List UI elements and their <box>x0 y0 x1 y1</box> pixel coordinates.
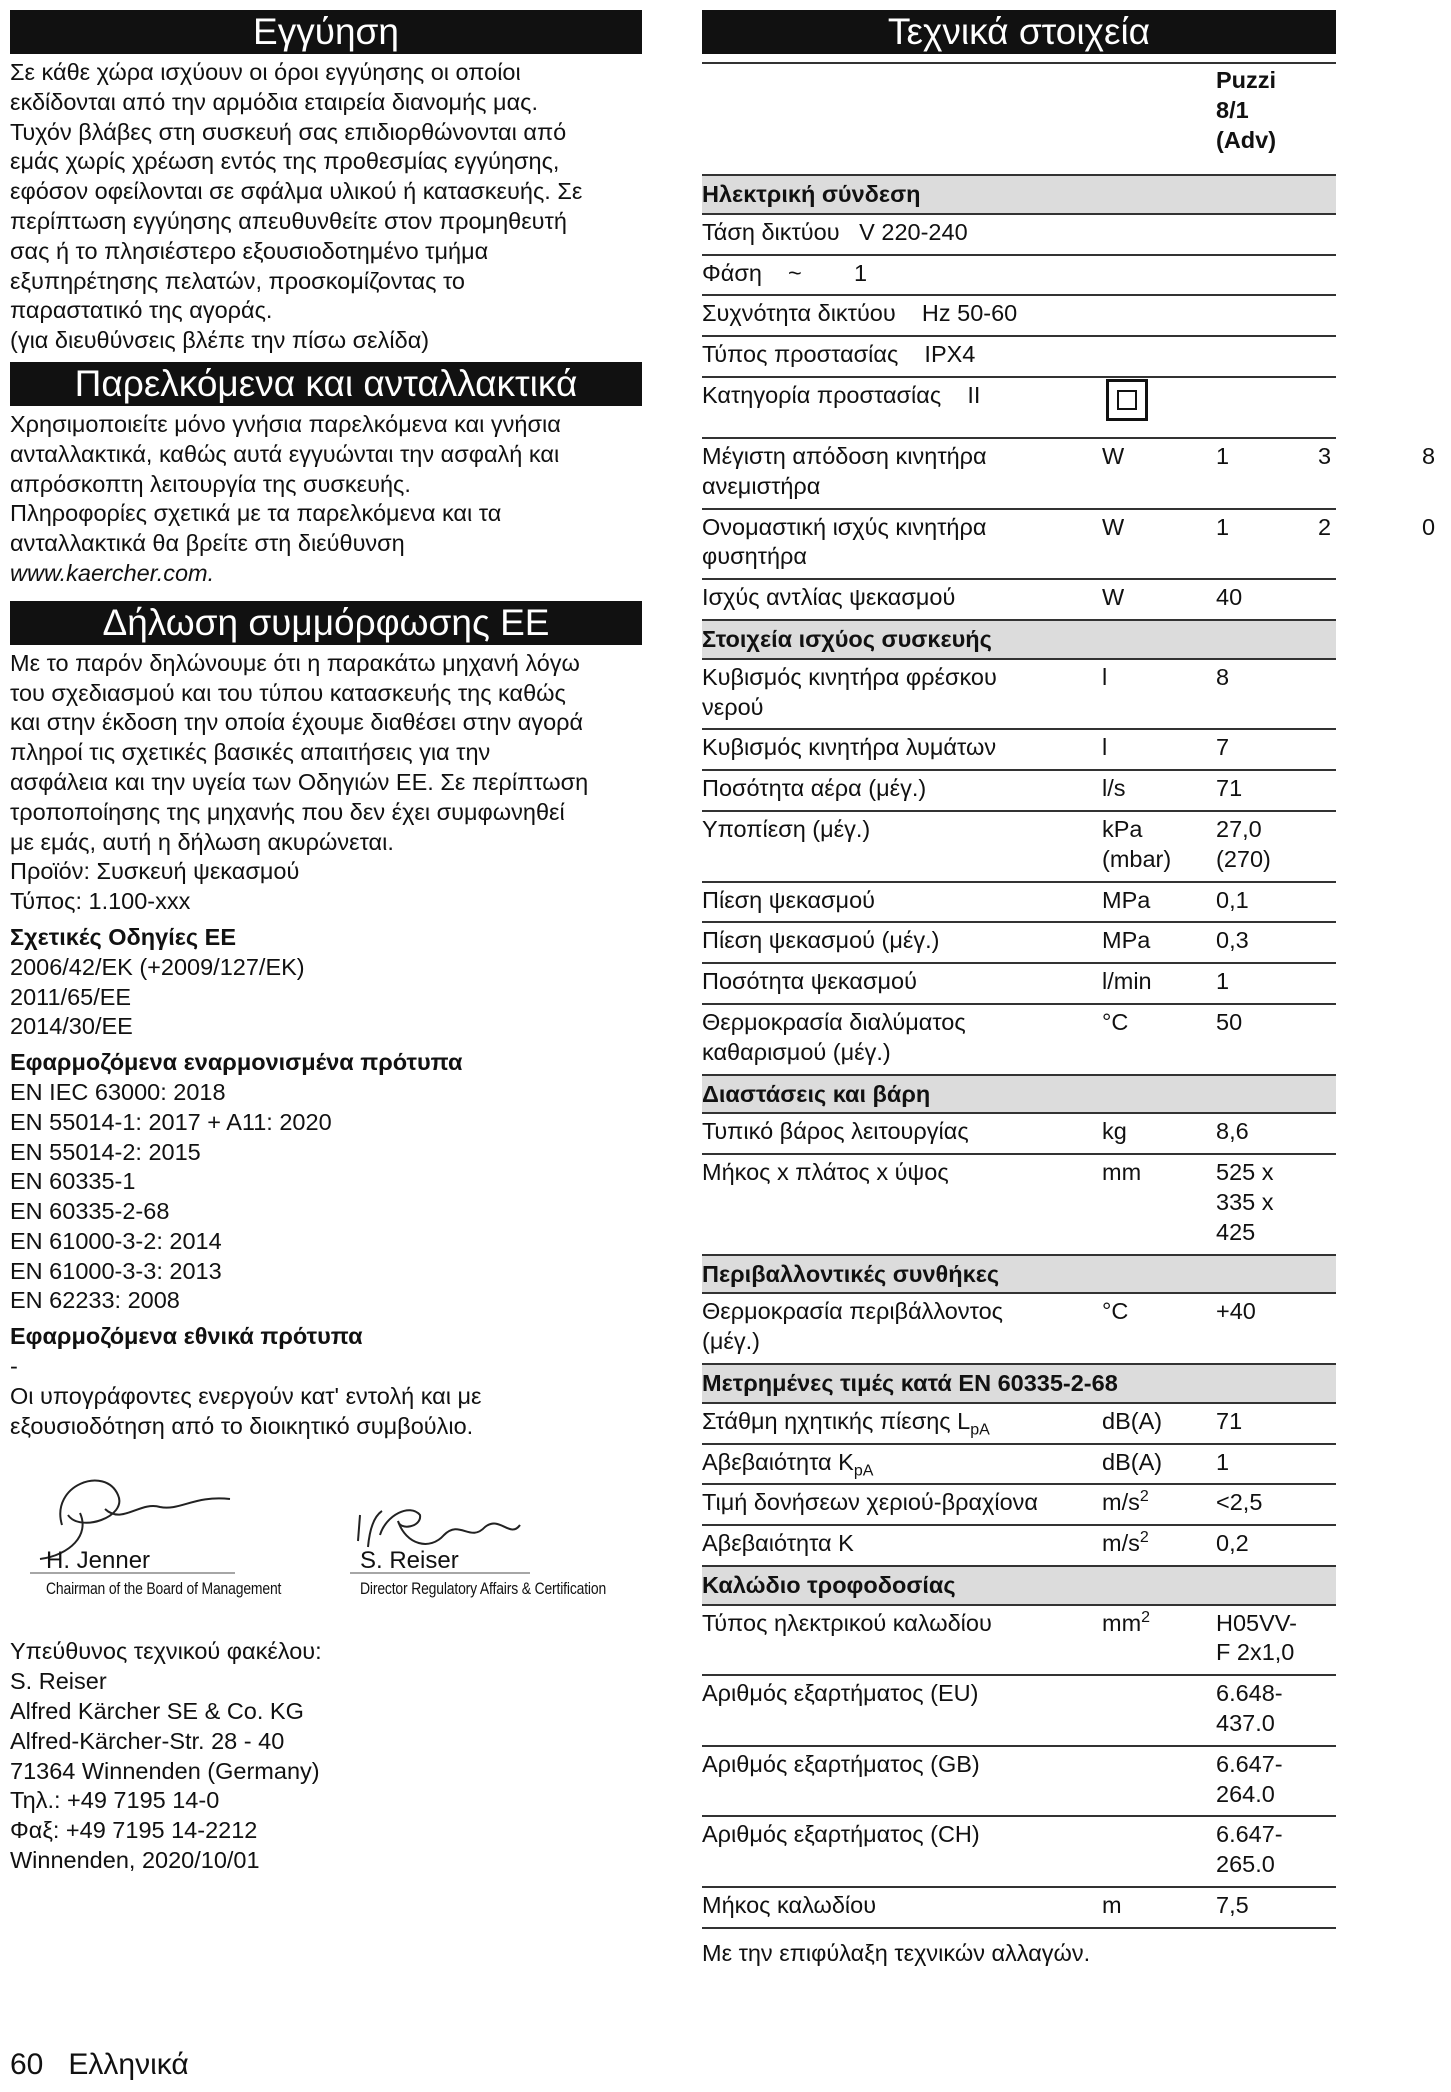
row-part-gb: Αριθμός εξαρτήματος (GB) 6.647- 264.0 <box>702 1745 1336 1816</box>
page-footer <box>10 2048 189 2082</box>
sec-dimensions: Διαστάσεις και βάρη <box>702 1074 1336 1113</box>
accessories-text: Χρησιμοποιείτε μόνο γνήσια παρελκόμενα και γνήσια ανταλλακτικά, καθώς αυτά εγγυώνται την ασφαλή και απρόσκοπτη λειτουργία της συσκευής. Πληροφορίες σχετικά με τα παρελκόμενα και τα ανταλλακτικά θα βρείτε στη διεύθυνση www.kaercher.com. <box>10 410 642 589</box>
sec-environment: Περιβαλλοντικές συνθήκες <box>702 1254 1336 1293</box>
tech-table <box>702 174 1436 1929</box>
conformity-heading: Δήλωση συμμόρφωσης ΕΕ <box>10 601 642 645</box>
national-value: - <box>10 1353 18 1380</box>
row-pump: Ισχύς αντλίας ψεκασμού W 40 <box>702 578 1336 619</box>
conformity-text: Με το παρόν δηλώνουμε ότι η παρακάτω μηχανή λόγω του σχεδιασμού και του τύπου κατασκευής της καθώς και στην έκδοση την οποία έχουμε διαθέσει στην αγορά πληροί τις σχετικές βασικές απαιτήσεις για την ασφάλεια και την υγεία των Οδηγιών ΕΕ. Σε περίπτωση τροποποίησης της μηχανής που δεν έχει συμφωνηθεί με εμάς, αυτή η δήλωση ακυρώνεται. Προϊόν: Συσκευή ψεκασμού Τύπος: 1.100-xxx <box>10 649 589 915</box>
sec-power: Στοιχεία ισχύος συσκευής <box>702 619 1336 658</box>
contact-block: Υπεύθυνος τεχνικού φακέλου: S. Reiser Alfred Kärcher SE & Co. KG Alfred-Kärcher-Str. 28 - 40 71364 Winnenden (Germany) Τηλ.: +49 7195 14-0 Φαξ: +49 7195 14-2212 Winnenden, 2020/10/01 <box>10 1638 322 1874</box>
warranty-text: Σε κάθε χώρα ισχύουν οι όροι εγγύησης οι οποίοι εκδίδονται από την αρμόδια εταιρεία διανομής μας. Τυχόν βλάβες στη συσκευή σας επιδιορθώνονται από εμάς χωρίς χρέωση εντός της προθεσμίας εγγύησης, εφόσον οφείλονται σε σφάλμα υλικού ή κατασκευής. Σε περίπτωση εγγύησης απευθυνθείτε στον προμηθευτή σας ή το πλησιέστερο εξουσιοδοτημένο τμήμα εξυπηρέτησης πελατών, προσκομίζοντας το παραστατικό της αγοράς. (για διευθύνσεις βλέπε την πίσω σελίδα) <box>10 59 583 354</box>
row-protection-class: Κατηγορία προστασίας II <box>702 376 1336 437</box>
directives-list: 2006/42/ΕΚ (+2009/127/ΕΚ) 2011/65/ΕΕ 2014/30/ΕΕ <box>10 953 305 1040</box>
signer-name-jenner: H. Jenner <box>46 1547 151 1575</box>
row-spray-quantity: Ποσότητα ψεκασμού l/min 1 <box>702 962 1336 1003</box>
row-size: Μήκος x πλάτος x ύψος mm 525 x 335 x 425 <box>702 1153 1336 1253</box>
warranty-heading: Εγγύηση <box>10 10 642 54</box>
row-cable-length: Μήκος καλωδίου m 7,5 <box>702 1886 1336 1929</box>
signature-reiser <box>310 1455 607 1637</box>
row-vibration: Τιμή δονήσεων χεριού-βραχίονα $m/s^2$ <2,5 <box>702 1483 1336 1524</box>
sec-measured: Μετρημένες τιμές κατά EN 60335-2-68 <box>702 1363 1336 1402</box>
row-spray-pressure-max: Πίεση ψεκασμού (μέγ.) MPa 0,3 <box>702 921 1336 962</box>
harmonised-list: EN IEC 63000: 2018 EN 55014-1: 2017 + A11: 2020 EN 55014-2: 2015 EN 60335-1 EN 60335-2-68 EN 61000-3-2: 2014 EN 61000-3-3: 2013 EN 62233: 2008 <box>10 1078 332 1314</box>
row-protection: Τύπος προστασίας IPX4 <box>702 335 1336 376</box>
row-nominal-fan: Ονομαστική ισχύς κινητήρα φυσητήρα W 1 2 0 <box>702 508 1336 579</box>
row-noise: Στάθμη ηχητικής πίεσης $L_{pA}$ dB(A) 71 <box>702 1402 1336 1443</box>
accessories-heading: Παρελκόμενα και ανταλλακτικά <box>10 362 642 406</box>
row-ambient-temp: Θερμοκρασία περιβάλλοντος (μέγ.) °C +40 <box>702 1292 1336 1363</box>
signature-reiser-scribble <box>310 1455 580 1637</box>
signer-role-jenner: Chairman of the Board of Management <box>46 1579 282 1599</box>
row-cable-type: Τύπος ηλεκτρικού καλωδίου $mm^2$ H05VV- F 2x1,0 <box>702 1604 1336 1675</box>
row-air: Ποσότητα αέρα (μέγ.) l/s 71 <box>702 769 1336 810</box>
left-column <box>10 10 642 1876</box>
signer-name-reiser: S. Reiser <box>360 1547 459 1575</box>
row-part-eu: Αριθμός εξαρτήματος (EU) 6.648- 437.0 <box>702 1674 1336 1745</box>
right-column <box>702 10 1436 1969</box>
directives-heading: Σχετικές Οδηγίες ΕΕ <box>10 923 236 950</box>
signature-jenner-scribble <box>10 1455 280 1637</box>
row-frequency: Συχνότητα δικτύου Hz 50-60 <box>702 294 1336 335</box>
national-heading: Εφαρμοζόμενα εθνικά πρότυπα <box>10 1323 363 1350</box>
sec-cable: Καλώδιο τροφοδοσίας <box>702 1565 1336 1604</box>
row-solution-temp: Θερμοκρασία διαλύματος καθαρισμού (μέγ.) °C 50 <box>702 1003 1336 1074</box>
model-header <box>702 62 1336 174</box>
signature-jenner <box>10 1455 280 1637</box>
row-noise-uncertainty: Αβεβαιότητα $K_{pA}$ dB(A) 1 <box>702 1443 1336 1484</box>
protection-class-ii-icon <box>1106 379 1148 421</box>
tech-heading: Τεχνικά στοιχεία <box>702 10 1336 54</box>
harmonised-heading: Εφαρμοζόμενα εναρμονισμένα πρότυπα <box>10 1049 463 1076</box>
row-dirty-water: Κυβισμός κινητήρα λυμάτων l 7 <box>702 728 1336 769</box>
row-phase: Φάση ~ 1 <box>702 254 1336 295</box>
row-fresh-water: Κυβισμός κινητήρα φρέσκου νερού l 8 <box>702 658 1336 729</box>
row-max-fan: Μέγιστη απόδοση κινητήρα ανεμιστήρα W 1 3 8 <box>702 437 1336 508</box>
signatures <box>10 1455 642 1637</box>
sec-electric: Ηλεκτρική σύνδεση <box>702 174 1336 213</box>
page-language: Ελληνικά <box>68 2048 189 2081</box>
row-voltage: Τάση δικτύου V 220-240 <box>702 213 1336 254</box>
row-spray-pressure: Πίεση ψεκασμού MPa 0,1 <box>702 881 1336 922</box>
tech-note: Με την επιφύλαξη τεχνικών αλλαγών. <box>702 1939 1091 1966</box>
row-vibration-uncertainty: Αβεβαιότητα K $m/s^2$ 0,2 <box>702 1524 1336 1565</box>
row-weight: Τυπικό βάρος λειτουργίας kg 8,6 <box>702 1112 1336 1153</box>
page-number: 60 <box>10 2048 44 2081</box>
signers-text: Οι υπογράφοντες ενεργούν κατ' εντολή και με εξουσιοδότηση από το διοικητικό συμβούλιο. <box>10 1382 482 1439</box>
kaercher-link[interactable]: www.kaercher.com. <box>10 559 215 586</box>
row-vacuum: Υποπίεση (μέγ.) kPa (mbar) 27,0 (270) <box>702 810 1336 881</box>
model-label: Puzzi 8/1 (Adv) <box>1216 67 1277 153</box>
row-part-ch: Αριθμός εξαρτήματος (CH) 6.647- 265.0 <box>702 1815 1336 1886</box>
signer-role-reiser: Director Regulatory Affairs & Certification <box>360 1579 607 1599</box>
